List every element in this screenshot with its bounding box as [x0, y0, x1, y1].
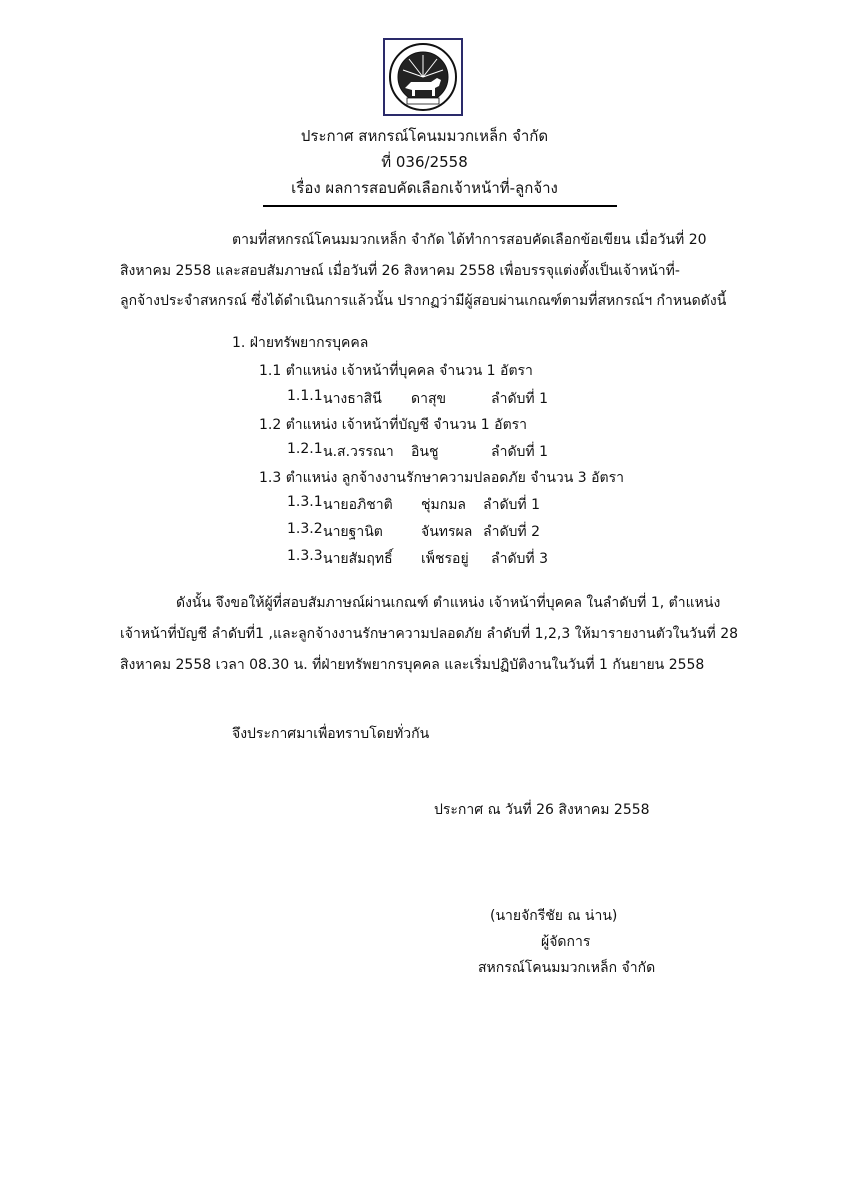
candidate-first-name: น.ส.วรรณา [323, 444, 394, 460]
candidate-first-name: นายสัมฤทธิ์ [323, 551, 393, 567]
announcement-subject: เรื่อง ผลการสอบคัดเลือกเจ้าหน้าที่-ลูกจ้าง [291, 179, 558, 197]
conclusion-line-2: เจ้าหน้าที่บัญชี ลำดับที่1 ,และลูกจ้างงานรักษาความปลอดภัย ลำดับที่ 1,2,3 ให้มารายงานตัวในวันที่ 28 [120, 626, 739, 642]
list-item [287, 494, 667, 514]
candidate-last-name: ชุ่มกมล [421, 497, 467, 513]
header-divider [263, 205, 617, 207]
candidate-number: 1.1.1 [287, 388, 323, 404]
candidate-first-name: นายอภิชาติ [323, 497, 393, 513]
intro-line-1: ตามที่สหกรณ์โคนมมวกเหล็ก จำกัด ได้ทำการสอบคัดเลือกข้อเขียน เมื่อวันที่ 20 [232, 232, 707, 248]
list-item [287, 388, 667, 408]
announce-statement: จึงประกาศมาเพื่อทราบโดยทั่วกัน [232, 726, 430, 742]
announcement-title: ประกาศ สหกรณ์โคนมมวกเหล็ก จำกัด [300, 127, 549, 145]
candidate-first-name: นางธาสินี [323, 391, 382, 407]
position-label: 1.1 ตำแหน่ง เจ้าหน้าที่บุคคล จำนวน 1 อัตรา [259, 363, 533, 379]
department-label: 1. ฝ่ายทรัพยากรบุคคล [232, 335, 369, 351]
candidate-number: 1.3.3 [287, 548, 323, 564]
candidate-rank: ลำดับที่ 2 [483, 524, 541, 540]
list-item [287, 441, 667, 461]
announcement-date: ประกาศ ณ วันที่ 26 สิงหาคม 2558 [434, 802, 650, 818]
conclusion-line-3: สิงหาคม 2558 เวลา 08.30 น. ที่ฝ่ายทรัพยากรบุคคล และเริ่มปฏิบัติงานในวันที่ 1 กันยายน 2558 [120, 657, 705, 673]
candidate-first-name: นายฐานิต [323, 524, 383, 540]
list-item [287, 521, 667, 541]
conclusion-line-1: ดังนั้น จึงขอให้ผู้ที่สอบสัมภาษณ์ผ่านเกณฑ์ ตำแหน่ง เจ้าหน้าที่บุคคล ในลำดับที่ 1, ตำแหน่ง [176, 595, 721, 611]
candidate-number: 1.3.2 [287, 521, 323, 537]
intro-line-3: ลูกจ้างประจำสหกรณ์ ซึ่งได้ดำเนินการแล้วนั้น ปรากฏว่ามีผู้สอบผ่านเกณฑ์ตามที่สหกรณ์ฯ กำหนดดังนี้ [120, 293, 727, 309]
candidate-rank: ลำดับที่ 1 [491, 391, 549, 407]
signatory-position: ผู้จัดการ [541, 934, 591, 950]
signatory-name: (นายจักรีชัย ณ น่าน) [490, 908, 618, 924]
candidate-rank: ลำดับที่ 1 [483, 497, 541, 513]
list-item [287, 548, 667, 568]
candidate-number: 1.3.1 [287, 494, 323, 510]
candidate-last-name: เพ็ชรอยู่ [421, 551, 469, 567]
position-label: 1.3 ตำแหน่ง ลูกจ้างงานรักษาความปลอดภัย จำนวน 3 อัตรา [259, 470, 625, 486]
candidate-rank: ลำดับที่ 3 [491, 551, 549, 567]
candidate-last-name: ดาสุข [411, 391, 447, 407]
candidate-number: 1.2.1 [287, 441, 323, 457]
intro-line-2: สิงหาคม 2558 และสอบสัมภาษณ์ เมื่อวันที่ 26 สิงหาคม 2558 เพื่อบรรจุแต่งตั้งเป็นเจ้าหน้าที่- [120, 263, 680, 279]
position-label: 1.2 ตำแหน่ง เจ้าหน้าที่บัญชี จำนวน 1 อัตรา [259, 417, 528, 433]
cooperative-seal-icon [383, 38, 463, 116]
announcement-number: ที่ 036/2558 [381, 153, 468, 171]
candidate-last-name: อินชู [411, 444, 439, 460]
signatory-organization: สหกรณ์โคนมมวกเหล็ก จำกัด [478, 960, 656, 976]
candidate-last-name: จันทรผล [421, 524, 473, 540]
candidate-rank: ลำดับที่ 1 [491, 444, 549, 460]
